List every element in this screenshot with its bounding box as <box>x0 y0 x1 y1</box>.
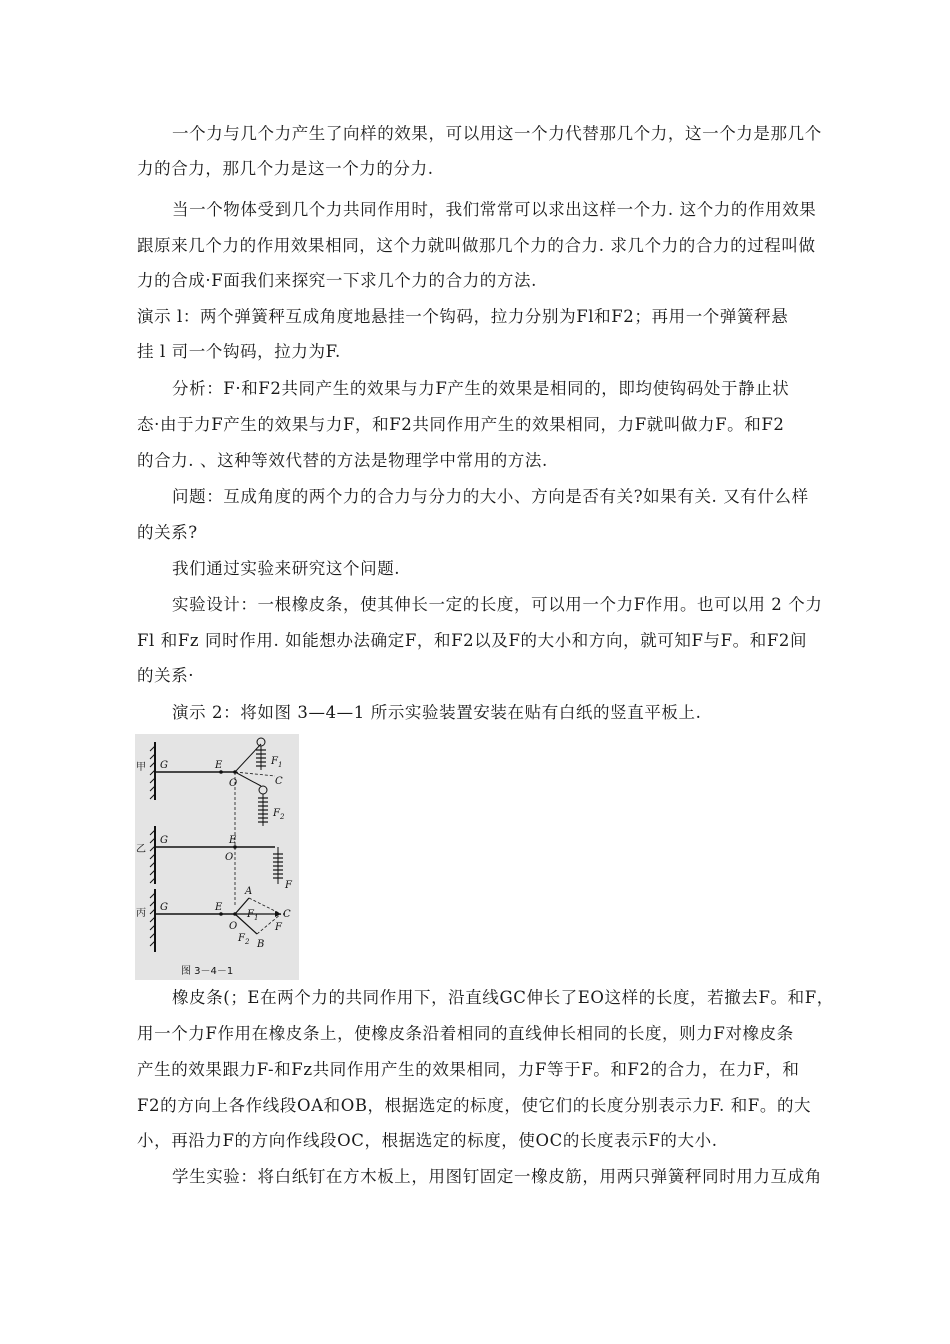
label-F1-bing: $F_1$ <box>247 909 259 922</box>
label-O: O <box>229 778 238 789</box>
label-E-bing: E <box>215 902 223 913</box>
label-B: B <box>257 939 265 950</box>
experiment-figure <box>135 734 299 980</box>
label-C: C <box>275 776 283 787</box>
label-E-yi: E <box>229 835 237 846</box>
label-O-yi: O <box>225 852 234 863</box>
text-line: 问题：互成角度的两个力的合力与分力的大小、方向是否有关?如果有关. 又有什么样 <box>172 487 809 506</box>
label-G: G <box>160 760 168 771</box>
text-line: 的关系· <box>137 666 195 685</box>
label-F2-top: $F_2$ <box>273 808 285 821</box>
text-line: 当一个物体受到几个力共同作用时，我们常常可以求出这样一个力. 这个力的作用效果 <box>172 200 817 219</box>
text-line: 态·由于力F产生的效果与力F，和F2共同作用产生的效果相同，力F就叫做力F。和F2 <box>137 415 785 434</box>
text-line: 演示 l：两个弹簧秤互成角度地悬挂一个钩码，拉力分别为Fl和F2；再用一个弹簧秤悬 <box>137 307 789 326</box>
text-line: 演示 2：将如图 3—4—1 所示实验装置安装在贴有白纸的竖直平板上. <box>172 703 702 722</box>
text-line: F2的方向上各作线段OA和OB，根据选定的标度，使它们的长度分别表示力F. 和F。的大 <box>137 1096 812 1115</box>
text-line: 的合力. 、这种等效代替的方法是物理学中常用的方法. <box>137 451 548 470</box>
text-line: 产生的效果跟力F-和Fz共同作用产生的效果相同，力F等于F。和F2的合力，在力F，和 <box>137 1060 800 1079</box>
label-bing: 丙 <box>136 908 146 919</box>
text-line: 橡皮条(；E在两个力的共同作用下，沿直线GC伸长了EO这样的长度，若撤去F。和F， <box>172 988 834 1007</box>
text-line: Fl 和Fz 同时作用. 如能想办法确定F，和F2以及F的大小和方向，就可知F与F。和F2间 <box>137 631 808 650</box>
label-G-yi: G <box>160 835 168 846</box>
label-yi: 乙 <box>136 844 146 855</box>
text-line: 一个力与几个力产生了向样的效果，可以用这一个力代替那几个力，这一个力是那几个 <box>172 124 822 143</box>
label-O-bing: O <box>229 921 238 932</box>
label-E: E <box>215 760 223 771</box>
text-line: 学生实验：将白纸钉在方木板上，用图钉固定一橡皮筋，用两只弹簧秤同时用力互成角 <box>172 1167 822 1186</box>
text-line: 分析：F·和F2共同产生的效果与力F产生的效果是相同的，即均使钩码处于静止状 <box>172 379 790 398</box>
figure-caption: 图 3－4－1 <box>181 966 234 977</box>
text-line: 我们通过实验来研究这个问题. <box>172 559 401 578</box>
text-line: 实验设计：一根橡皮条，使其伸长一定的长度，可以用一个力F作用。也可以用 2 个力 <box>172 595 823 614</box>
label-F2-bing: $F_2$ <box>238 933 250 946</box>
text-line: 用一个力F作用在橡皮条上，使橡皮条沿着相同的直线伸长相同的长度，则力F对橡皮条 <box>137 1024 794 1043</box>
text-line: 跟原来几个力的作用效果相同，这个力就叫做那几个力的合力. 求几个力的合力的过程叫做 <box>137 236 816 255</box>
text-line: 挂 l 司一个钩码，拉力为F. <box>137 342 341 361</box>
label-G-bing: G <box>160 902 168 913</box>
text-line: 力的合成·F面我们来探究一下求几个力的合力的方法. <box>137 271 537 290</box>
label-F1-top: $F_1$ <box>271 756 283 769</box>
text-line: 的关系? <box>137 523 198 542</box>
label-F-bing: F <box>275 922 282 933</box>
label-jia: 甲 <box>136 762 146 773</box>
label-C-bing: C <box>283 909 291 920</box>
text-line: 力的合力，那几个力是这一个力的分力. <box>137 159 434 178</box>
label-F-yi: F <box>285 880 292 891</box>
text-line: 小，再沿力F的方向作线段OC，根据选定的标度，使OC的长度表示F的大小. <box>137 1131 718 1150</box>
label-A: A <box>245 886 253 897</box>
